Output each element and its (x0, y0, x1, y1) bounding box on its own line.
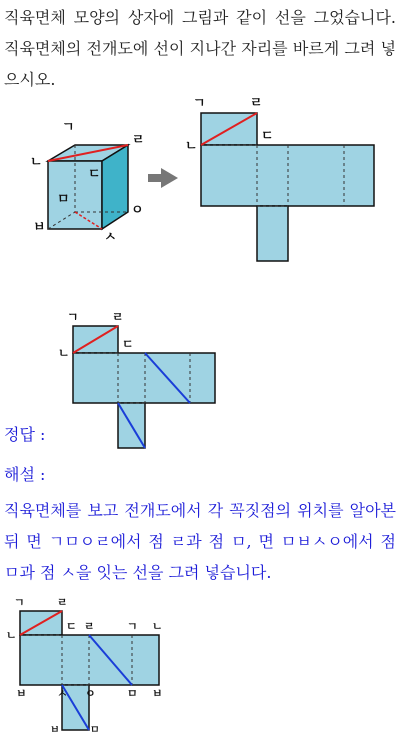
vertex-label: ㄴ (58, 346, 70, 360)
vertex-label: ㅂ (50, 725, 60, 734)
vertex-label: ㄷ (66, 620, 77, 633)
vertex-label: ㅅ (57, 687, 68, 700)
explanation-label: 해설 : (4, 465, 46, 484)
vertex-label: ㅅ (104, 230, 117, 245)
vertex-label: ㄹ (57, 596, 68, 609)
vertex-label: ㄷ (122, 337, 134, 351)
vertex-label: ㄴ (185, 139, 198, 154)
net-figure-answer (58, 310, 215, 448)
vertex-label: ㄴ (152, 620, 163, 633)
net-figure-explanation (6, 596, 163, 734)
question-text: 직육면체 모양의 상자에 그림과 같이 선을 그었습니다. 직육면체의 전개도에 선이 지나간 자리를 바르게 그려 넣으시오. (4, 8, 396, 89)
vertex-label: ㅁ (127, 687, 138, 700)
vertex-label: ㄷ (261, 129, 274, 144)
vertex-label: ㄴ (6, 629, 17, 642)
vertex-label: ㄴ (30, 155, 43, 170)
vertex-label: ㅂ (152, 687, 163, 700)
vertex-label: ㄹ (132, 133, 145, 148)
vertex-label: ㄱ (127, 620, 138, 633)
vertex-label: ㄷ (88, 167, 101, 182)
vertex-label: ㄱ (193, 96, 206, 111)
answer-label: 정답 : (4, 425, 46, 444)
vertex-label: ㅁ (90, 725, 100, 734)
cuboid-figure (30, 120, 145, 245)
explanation-text: 직육면체를 보고 전개도에서 각 꼭짓점의 위치를 알아본 뒤 면 ㄱㅁㅇㄹ에서 점 ㄹ과 점 ㅁ, 면 ㅁㅂㅅㅇ에서 점 ㅁ과 점 ㅅ을 잇는 선을 그려 넣습니다. (4, 501, 396, 582)
vertex-label: ㄹ (112, 310, 124, 324)
vertex-label: ㄹ (250, 96, 263, 111)
vertex-label: ㅂ (16, 687, 27, 700)
vertex-label: ㄱ (62, 120, 75, 135)
vertex-label: ㄱ (67, 310, 79, 324)
net-figure-1 (185, 96, 374, 261)
vertex-label: ㅇ (131, 203, 144, 218)
right-arrow-icon (148, 168, 178, 188)
vertex-label: ㅁ (57, 192, 70, 207)
vertex-label: ㅂ (33, 220, 46, 235)
vertex-label: ㅇ (85, 687, 96, 700)
vertex-label: ㄱ (14, 596, 25, 609)
vertex-label: ㄹ (84, 620, 95, 633)
